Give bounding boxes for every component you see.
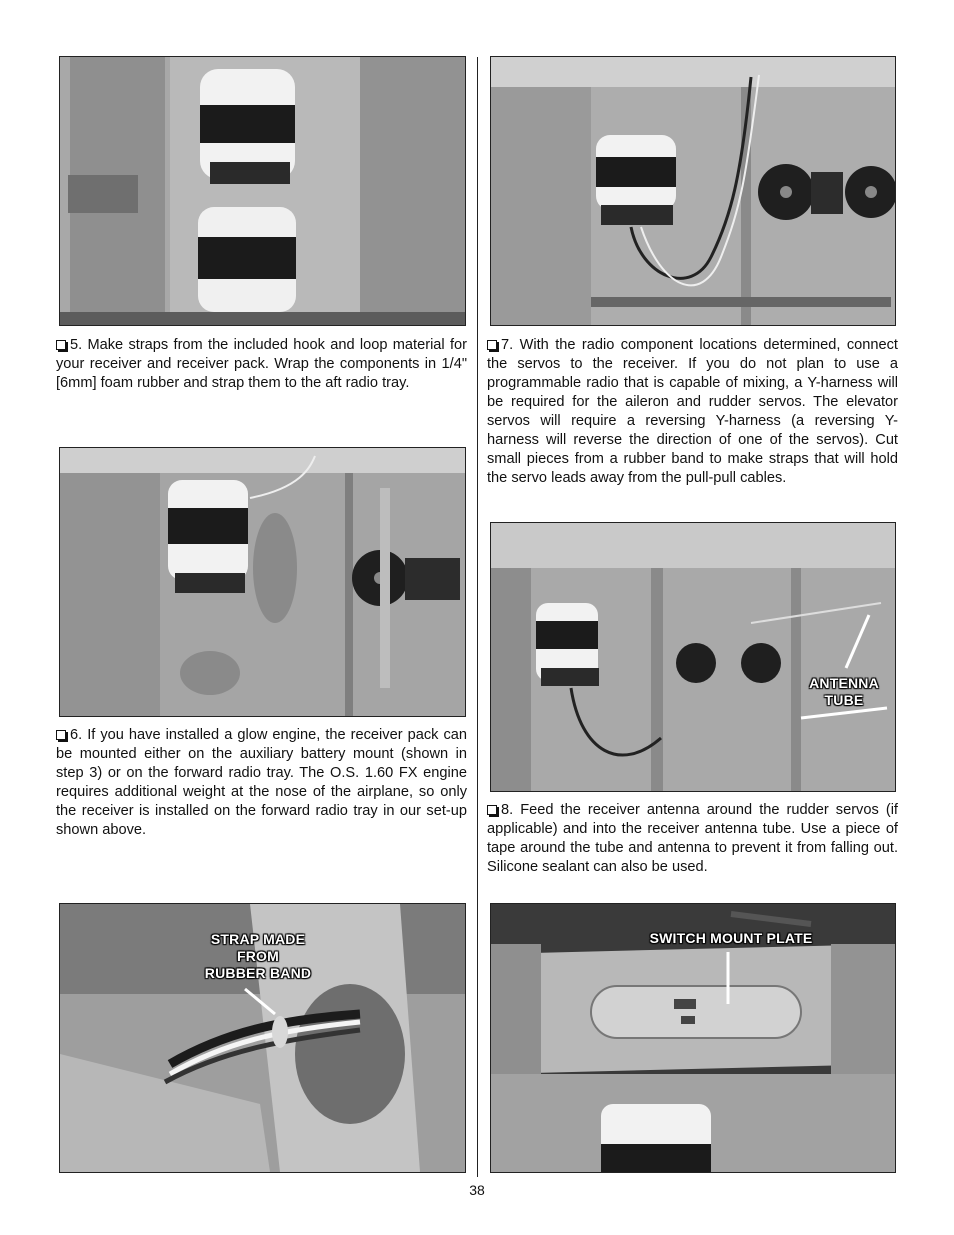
step-7-text [487,336,898,488]
callout-switch-mount-plate: SWITCH MOUNT PLATE [649,930,813,946]
step-6-body: If you have installed a glow engine, the receiver pack can be mounted either on the auxiliary battery mount (shown in step 3) or on the forward radio tray. The O.S. 1.60 FX engine requires additional weight at the nose of the airplane, so only the receiver is installed on the forward radio tray in our set-up shown above. [56,727,467,838]
callout-strap-line-2: FROM [236,948,279,964]
photo-switch-mount-plate [490,903,896,1173]
photo-receiver-straps [59,56,466,326]
photo-forward-radio-tray [59,447,466,717]
step-8-number: 8. [501,802,514,818]
step-6-number: 6. [70,727,83,743]
column-divider [477,57,478,1177]
callout-antenna-line-1: ANTENNA [809,675,879,691]
step-7-number: 7. [501,337,514,353]
step-6-text [56,726,467,840]
step-5-number: 5. [70,337,83,353]
callout-strap-line-1: STRAP MADE [210,931,306,947]
step-8-body: Feed the receiver antenna around the rudder servos (if applicable) and into the receiver antenna tube. Use a piece of tape around the tube and antenna to prevent it from falling out. Silicone sealant can also be used. [487,802,898,875]
step-5-text [56,336,467,393]
checkbox-icon[interactable] [487,805,497,815]
step-5-body: Make straps from the included hook and loop material for your receiver and receiver pack. Wrap the components in 1/4" [6mm] foam rubber and strap them to the aft radio tray. [56,337,467,391]
checkbox-icon[interactable] [56,340,66,350]
callout-antenna-line-2: TUBE [824,692,864,708]
photo-servo-wiring [490,56,896,326]
step-7-body: With the radio component locations determined, connect the servos to the receiver. If you do not plan to use a programmable radio that is capable of mixing, a Y-harness will be required for the aileron and rudder servos. The elevator servos will require a reversing Y-harness (a reversing Y-harness will reverse the direction of one of the servos). Cut small pieces from a rubber band to make straps that will hold the servo leads away from the pull-pull cables. [487,337,898,486]
checkbox-icon[interactable] [487,340,497,350]
step-8-text [487,801,898,877]
callout-antenna-tube [799,675,889,709]
callout-strap-line-3: RUBBER BAND [204,965,312,981]
callout-strap-rubber-band [178,931,338,982]
photo-rubber-band-strap [59,903,466,1173]
page-number: 38 [469,1182,485,1198]
checkbox-icon[interactable] [56,730,66,740]
photo-antenna-tube [490,522,896,792]
